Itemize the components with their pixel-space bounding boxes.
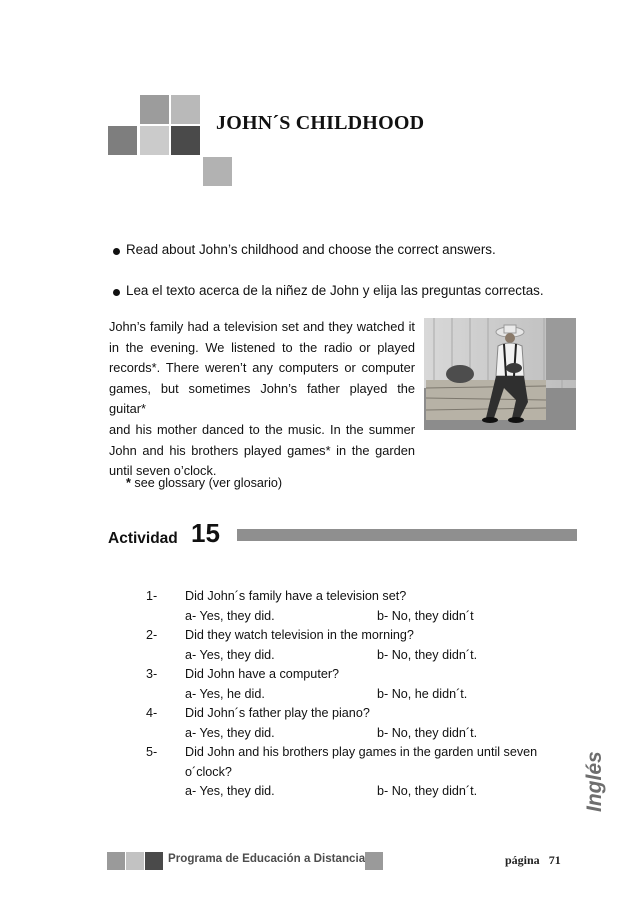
deco-square bbox=[203, 157, 232, 186]
footer-program: Programa de Educación a Distancia bbox=[168, 852, 366, 865]
question-number: 1- bbox=[146, 589, 158, 603]
question-number: 5- bbox=[146, 745, 158, 759]
glossary-note bbox=[126, 476, 282, 490]
bullet-icon bbox=[113, 248, 120, 255]
question-number: 2- bbox=[146, 628, 158, 642]
answer-option-a[interactable]: a- Yes, they did. bbox=[185, 726, 275, 740]
glossary-star: * bbox=[126, 476, 131, 490]
footer-square bbox=[126, 852, 144, 870]
page-title: JOHN´S CHILDHOOD bbox=[216, 112, 425, 134]
reading-line: John and his brothers played games* in the garden bbox=[109, 442, 415, 458]
answer-option-b[interactable]: b- No, they didn´t. bbox=[377, 648, 478, 662]
answer-option-b[interactable]: b- No, he didn´t. bbox=[377, 687, 468, 701]
footer-square bbox=[107, 852, 125, 870]
question-number: 4- bbox=[146, 706, 158, 720]
question-text-continued: o´clock? bbox=[185, 765, 232, 779]
question-text: Did John´s family have a television set? bbox=[185, 589, 407, 603]
question-number: 3- bbox=[146, 667, 158, 681]
page-label: página bbox=[505, 853, 540, 867]
answer-option-a[interactable]: a- Yes, he did. bbox=[185, 687, 265, 701]
answer-option-b[interactable]: b- No, they didn´t bbox=[377, 609, 474, 623]
question-text: Did they watch television in the morning? bbox=[185, 628, 414, 642]
reading-line: until seven o’clock. bbox=[109, 463, 217, 479]
deco-square bbox=[140, 95, 169, 124]
answer-option-b[interactable]: b- No, they didn´t. bbox=[377, 784, 478, 798]
bullet-icon bbox=[113, 289, 120, 296]
question-text: Did John´s father play the piano? bbox=[185, 706, 370, 720]
reading-line: John’s family had a television set and they watched it bbox=[109, 319, 415, 334]
instruction-english-text: Read about John’s childhood and choose the correct answers. bbox=[126, 242, 496, 257]
answer-option-a[interactable]: a- Yes, they did. bbox=[185, 648, 275, 662]
reading-line: records*. There weren’t any computers or computer bbox=[109, 360, 415, 376]
subject-side-label: Inglés bbox=[583, 751, 606, 812]
instruction-english bbox=[113, 242, 496, 257]
glossary-text: see glossary (ver glosario) bbox=[130, 476, 283, 490]
instruction-spanish bbox=[113, 283, 544, 298]
activity-bar bbox=[237, 529, 577, 541]
reading-line: games, but sometimes John’s father played the guitar* bbox=[109, 380, 415, 417]
answer-option-b[interactable]: b- No, they didn´t. bbox=[377, 726, 478, 740]
childhood-photo bbox=[424, 318, 576, 430]
deco-square bbox=[171, 95, 200, 124]
answer-option-a[interactable]: a- Yes, they did. bbox=[185, 784, 275, 798]
activity-number: 15 bbox=[191, 518, 220, 548]
deco-square bbox=[108, 126, 137, 155]
instruction-spanish-text: Lea el texto acerca de la niñez de John y elija las preguntas correctas. bbox=[126, 283, 544, 298]
deco-square bbox=[140, 126, 169, 155]
page-number: 71 bbox=[548, 853, 561, 867]
activity-label: Actividad bbox=[108, 530, 178, 547]
reading-line: in the evening. We listened to the radio or played bbox=[109, 339, 415, 355]
reading-paragraph bbox=[109, 317, 415, 482]
question-text: Did John have a computer? bbox=[185, 667, 340, 681]
deco-square bbox=[171, 126, 200, 155]
answer-option-a[interactable]: a- Yes, they did. bbox=[185, 609, 275, 623]
footer-square bbox=[145, 852, 163, 870]
photo-illustration bbox=[424, 318, 576, 430]
question-text: Did John and his brothers play games in the garden until seven bbox=[185, 745, 538, 759]
reading-line: and his mother danced to the music. In the summer bbox=[109, 421, 415, 437]
footer-page bbox=[505, 853, 561, 868]
footer-square bbox=[365, 852, 383, 870]
